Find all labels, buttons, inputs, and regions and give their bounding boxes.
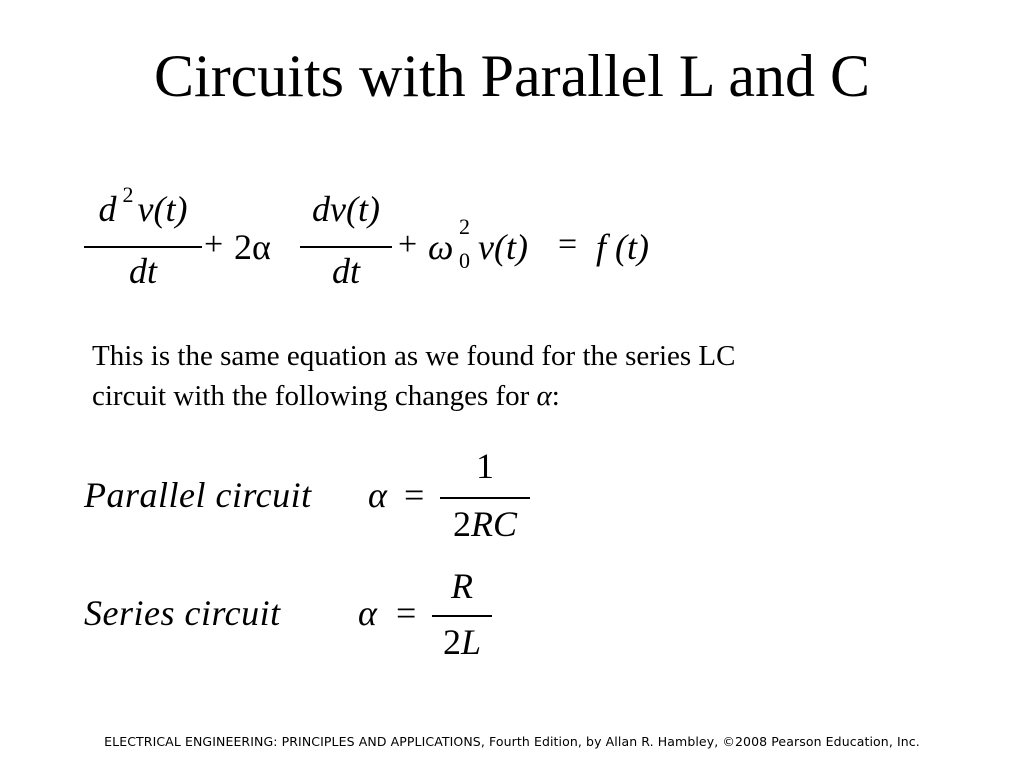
denominator-variables: L [460, 622, 482, 662]
paragraph-line-2-text: circuit with the following changes for [92, 380, 537, 412]
series-circuit-label: Series circuit [84, 593, 281, 633]
omega-subscript: 0 [459, 248, 470, 273]
parallel-circuit-label: Parallel circuit [84, 475, 312, 515]
paragraph-line-2 [92, 376, 872, 416]
first-derivative-numerator: dv(t) [312, 189, 380, 229]
fraction-bar [440, 497, 530, 499]
equals-sign: = [404, 475, 425, 515]
explanation-paragraph [92, 336, 872, 416]
slide-title: Circuits with Parallel L and C [154, 43, 870, 109]
equals-sign: = [396, 593, 417, 633]
alpha-symbol: α [358, 593, 377, 633]
omega-symbol: ω [428, 227, 454, 267]
two-alpha: 2α [234, 227, 271, 267]
d-symbol: d [98, 189, 117, 229]
second-derivative-fraction [84, 182, 202, 298]
plus-sign: + [204, 226, 224, 263]
fraction-numerator: 1 [476, 446, 494, 486]
paragraph-line-1: This is the same equation as we found for the series LC [92, 340, 736, 372]
fraction-denominator [432, 621, 492, 663]
second-derivative-numerator [84, 182, 202, 230]
denominator-coefficient: 2 [452, 504, 471, 544]
order-superscript: 2 [122, 182, 134, 207]
fraction-numerator: R [451, 566, 473, 606]
series-alpha-fraction [432, 565, 492, 675]
copyright-footer: ELECTRICAL ENGINEERING: PRINCIPLES AND APPLICATIONS, Fourth Edition, by Allan R. Hambley, ©2008 Pearson Education, Inc. [104, 734, 920, 749]
alpha-symbol: α [368, 475, 387, 515]
damping-coefficient [234, 226, 271, 268]
v-of-t: v(t) [478, 227, 528, 267]
forcing-function: f (t) [596, 227, 649, 267]
equals-sign: = [558, 226, 578, 263]
first-derivative-denominator: dt [331, 251, 360, 291]
second-derivative-denominator: dt [128, 251, 157, 291]
first-derivative-fraction [300, 188, 392, 298]
alpha-symbol: α [536, 380, 552, 412]
plus-sign: + [398, 226, 418, 263]
fraction-bar [300, 246, 392, 248]
fraction-bar [432, 615, 492, 617]
v-of-t: v(t) [137, 189, 188, 229]
fraction-denominator [440, 503, 530, 545]
denominator-variables: RC [470, 504, 517, 544]
omega-superscript: 2 [459, 214, 470, 239]
colon: : [551, 380, 560, 412]
parallel-alpha-fraction [440, 445, 530, 555]
denominator-coefficient: 2 [442, 622, 461, 662]
fraction-bar [84, 246, 202, 248]
